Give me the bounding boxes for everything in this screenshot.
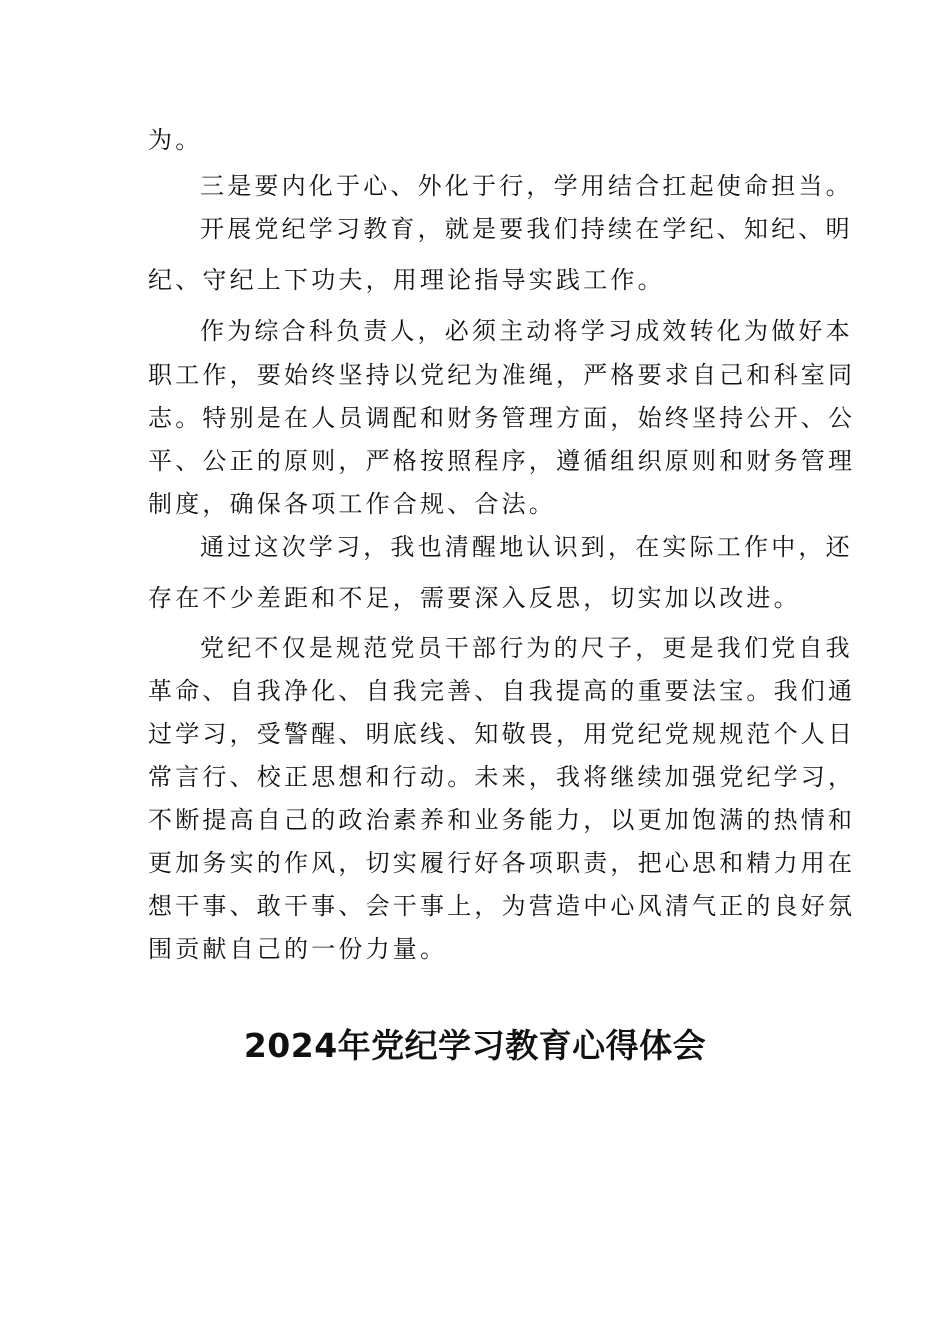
text-line-11: 存在不少差距和不足，需要深入反思，切实加以改进。 bbox=[148, 584, 801, 612]
text-line-8: 平、公正的原则，严格按照程序，遵循组织原则和财务管理 bbox=[148, 447, 856, 475]
text-line-9: 制度，确保各项工作合规、合法。 bbox=[148, 490, 556, 518]
text-line-4: 纪、守纪上下功夫，用理论指导实践工作。 bbox=[148, 266, 665, 294]
text-line-18: 想干事、敢干事、会干事上，为营造中心风清气正的良好氛 bbox=[148, 892, 856, 920]
text-line-12: 党纪不仅是规范党员干部行为的尺子，更是我们党自我 bbox=[200, 634, 853, 662]
text-line-14: 过学习，受警醒、明底线、知敬畏，用党纪党规规范个人日 bbox=[148, 720, 856, 748]
text-line-19: 围贡献自己的一份力量。 bbox=[148, 935, 448, 963]
text-line-7: 志。特别是在人员调配和财务管理方面，始终坚持公开、公 bbox=[148, 404, 856, 432]
text-line-10: 通过这次学习，我也清醒地认识到，在实际工作中，还 bbox=[200, 533, 853, 561]
text-line-3: 开展党纪学习教育，就是要我们持续在学纪、知纪、明 bbox=[200, 215, 853, 243]
text-line-17: 更加务实的作风，切实履行好各项职责，把心思和精力用在 bbox=[148, 849, 856, 877]
text-line-5: 作为综合科负责人，必须主动将学习成效转化为做好本 bbox=[200, 317, 853, 345]
text-line-16: 不断提高自己的政治素养和业务能力，以更加饱满的热情和 bbox=[148, 806, 856, 834]
text-line-15: 常言行、校正思想和行动。未来，我将继续加强党纪学习， bbox=[148, 763, 856, 791]
text-line-1: 为。 bbox=[148, 126, 203, 154]
text-line-2: 三是要内化于心、外化于行，学用结合扛起使命担当。 bbox=[200, 172, 853, 200]
text-line-13: 革命、自我净化、自我完善、自我提高的重要法宝。我们通 bbox=[148, 677, 856, 705]
text-line-6: 职工作，要始终坚持以党纪为准绳，严格要求自己和科室同 bbox=[148, 361, 856, 389]
document-heading: 2024年党纪学习教育心得体会 bbox=[243, 1026, 707, 1065]
